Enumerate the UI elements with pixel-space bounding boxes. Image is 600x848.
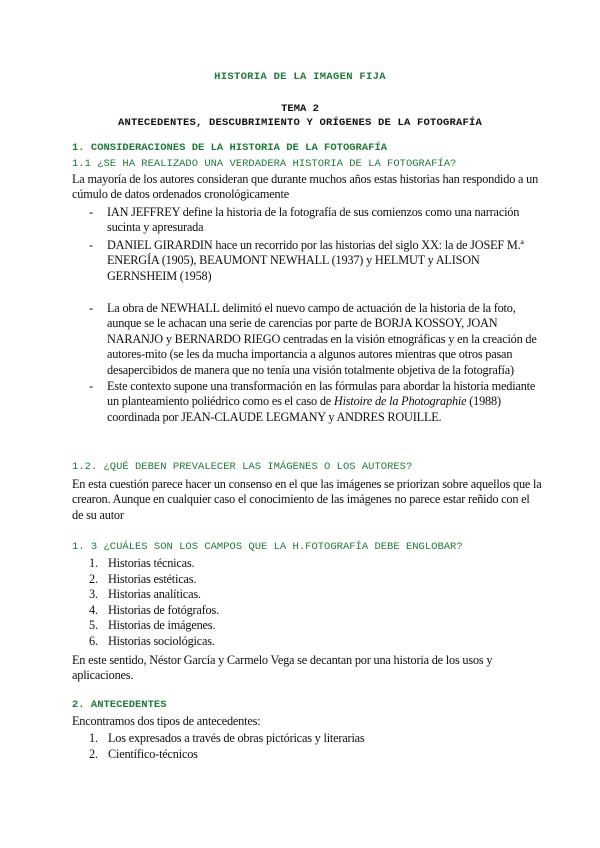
item-number: 1. bbox=[89, 731, 98, 745]
fields-list bbox=[89, 556, 529, 650]
document-title: HISTORIA DE LA IMAGEN FIJA bbox=[214, 71, 386, 83]
subsection-1-2 bbox=[72, 460, 542, 523]
list-item bbox=[89, 618, 529, 634]
topic-title: ANTECEDENTES, DESCUBRIMIENTO Y ORÍGENES DE LA FOTOGRAFÍA bbox=[117, 117, 483, 129]
list-item: - DANIEL GIRARDIN hace un recorrido por las historias del siglo XX: la de JOSEF M.ª ENERGÍA (1905), BEAUMONT NEWHALL (1937) y HELMUT y ALISON GERNSHEIM (1958) bbox=[89, 237, 524, 283]
subsection-1-3-heading: 1. 3 ¿CUÁLES SON LOS CAMPOS QUE LA H.FOTOGRAFÍA DEBE ENGLOBAR? bbox=[72, 541, 463, 553]
topic-number: TEMA 2 bbox=[281, 103, 319, 115]
item-number: 4. bbox=[89, 602, 98, 617]
antecedents-list bbox=[89, 731, 529, 762]
item-text: Científico-técnicos bbox=[108, 746, 198, 761]
section-2 bbox=[72, 698, 542, 729]
item-text: Historias de fotógrafos. bbox=[108, 602, 219, 617]
list-item bbox=[89, 731, 529, 747]
item-number: 1. bbox=[89, 556, 98, 570]
bullet-text-post: (1988) coordinada por JEAN-CLAUDE LEGMANY y ANDRES ROUILLE. bbox=[107, 394, 501, 424]
item-text: Historias técnicas. bbox=[108, 556, 195, 570]
section-2-heading: 2. ANTECEDENTES bbox=[72, 699, 167, 711]
list-item: - IAN JEFFREY define la historia de la fotografía de sus comienzos como una narración sucinta y apresurada bbox=[89, 205, 520, 235]
item-text: Los expresados a través de obras pictóricas y literarias bbox=[108, 731, 365, 745]
item-number: 5. bbox=[89, 618, 98, 633]
list-item: - Este contexto supone una transformación en las fórmulas para abordar la historia mediante un planteamiento poliédrico como es el caso de Histoire de la Photographie (1988) coordinada por JEAN-CLAUDE LEGMANY y ANDRES ROUILLE. bbox=[89, 379, 536, 424]
subsection-1-3-conclusion-block bbox=[72, 653, 542, 684]
subsection-1-3-conclusion: En este sentido, Néstor García y Carmelo Vega se decantan por una historia de los usos y aplicaciones. bbox=[72, 653, 493, 683]
subsection-1-2-text: En esta cuestión parece hacer un consenso en el que las imágenes se priorizan sobre aquellos que la crearon. Aunque en cualquier caso el conocimiento de las imágenes no parece estar reñido con el de su autor bbox=[72, 477, 542, 522]
item-text: Historias de imágenes. bbox=[108, 618, 216, 633]
list-item: - La obra de NEWHALL delimitó el nuevo campo de actuación de la historia de la foto, aunque se le achacan una serie de carencias por parte de BORJA KOSSOY, JOAN NARANJO y BERNARDO RIEGO centradas en la visión etnográficas y en la creación de autores-mito (se les da mucha importancia a algunos autores mientras que otros pasan desapercibidos de manera que no tenía una visión totalmente objetiva de la fotografía) bbox=[89, 301, 537, 377]
item-text: Historias analíticas. bbox=[108, 587, 201, 602]
subsection-1-1-heading: 1.1 ¿SE HA REALIZADO UNA VERDADERA HISTORIA DE LA FOTOGRAFÍA? bbox=[72, 158, 457, 170]
section-2-intro: Encontramos dos tipos de antecedentes: bbox=[72, 714, 261, 728]
item-number: 2. bbox=[89, 746, 98, 761]
item-text: Historias estéticas. bbox=[108, 571, 197, 586]
book-title: Histoire de la Photographie bbox=[333, 394, 467, 409]
bullet-text-pre: Este contexto supone una transformación en las fórmulas para abordar la historia mediante un planteamiento poliédrico como es el caso de bbox=[107, 379, 536, 409]
item-number: 6. bbox=[89, 633, 98, 648]
bullet-text: IAN JEFFREY define la historia de la fotografía de sus comienzos como una narración sucinta y apresurada bbox=[107, 205, 520, 235]
list-item bbox=[89, 587, 529, 603]
item-text: Historias sociológicas. bbox=[108, 633, 215, 648]
bullet-text: DANIEL GIRARDIN hace un recorrido por las historias del siglo XX: la de JOSEF M.ª ENERGÍA (1905), BEAUMONT NEWHALL (1937) y HELMUT y ALISON GERNSHEIM (1958) bbox=[107, 237, 524, 283]
list-item bbox=[89, 556, 529, 572]
list-item bbox=[89, 634, 529, 650]
subsection-1-3 bbox=[72, 540, 542, 554]
section-1-heading: 1. CONSIDERACIONES DE LA HISTORIA DE LA FOTOGRAFÍA bbox=[72, 142, 388, 154]
section-1 bbox=[72, 141, 542, 203]
list-item bbox=[89, 572, 529, 588]
list-item bbox=[89, 747, 529, 763]
subsection-1-1-intro: La mayoría de los autores consideran que durante muchos años estas historias han respondido a un cúmulo de datos ordenados cronológicamente bbox=[72, 172, 539, 202]
subsection-1-2-heading: 1.2. ¿QUÉ DEBEN PREVALECER LAS IMÁGENES O LOS AUTORES? bbox=[72, 461, 413, 473]
subsection-1-1-bullets bbox=[89, 205, 537, 425]
bullet-text: La obra de NEWHALL delimitó el nuevo campo de actuación de la historia de la foto, aunque se le achacan una serie de carencias por parte de BORJA KOSSOY, JOAN NARANJO y BERNARDO RIEGO centradas en la visión etnográficas y en la creación de autores-mito (se les da mucha importancia a algunos autores mientras que otros pasan desapercibidos de manera que no tenía una visión totalmente objetiva de la fotografía) bbox=[107, 301, 537, 377]
list-item bbox=[89, 603, 529, 619]
item-number: 3. bbox=[89, 587, 98, 602]
item-number: 2. bbox=[89, 571, 98, 586]
